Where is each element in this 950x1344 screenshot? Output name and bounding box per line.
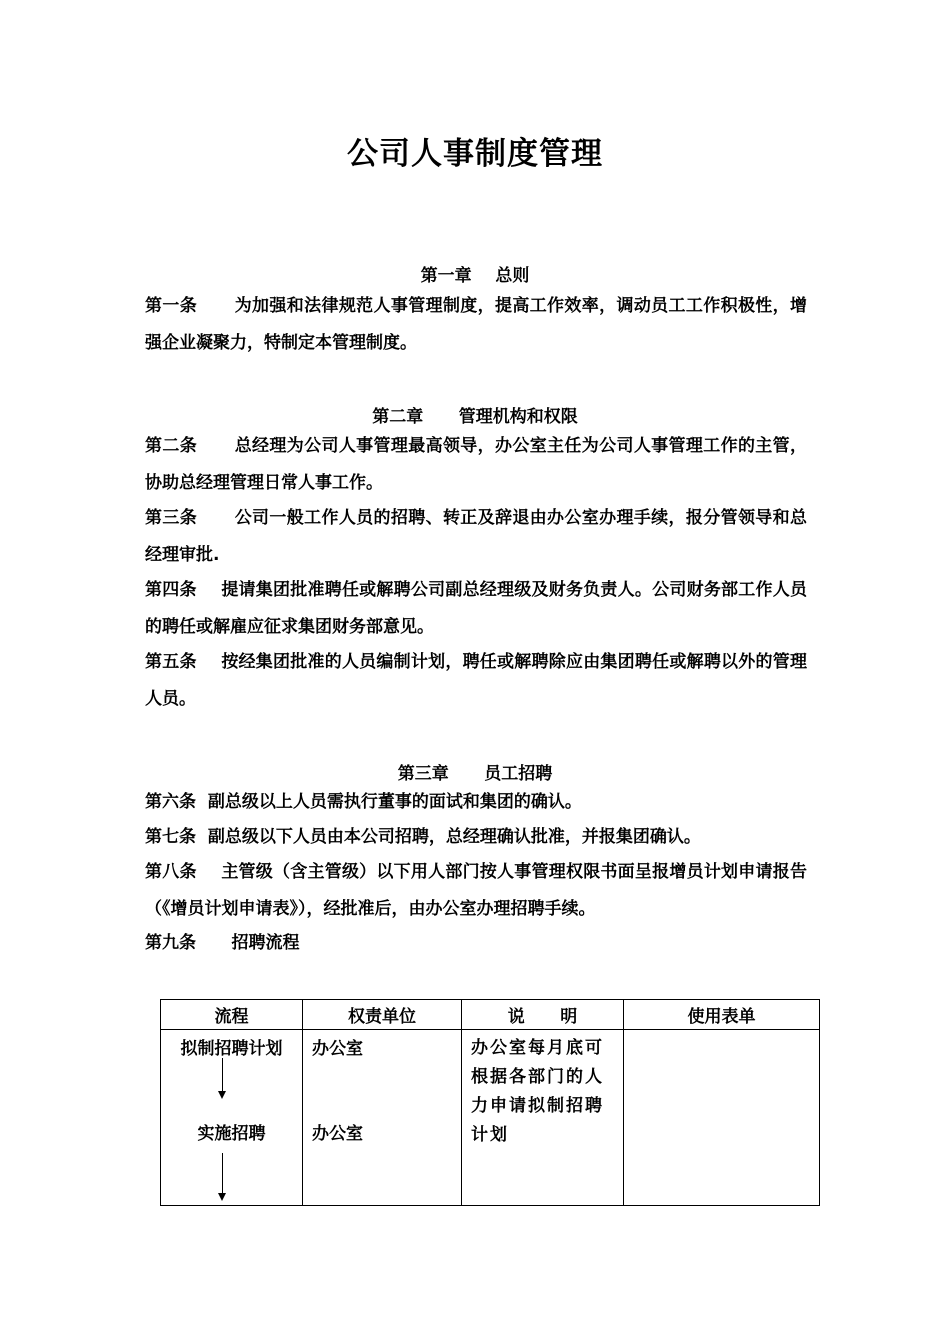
- article-text: 提请集团批准聘任或解聘公司副总经理级及财务负责人。公司财务部工作人员的聘任或解雇应征求集团财务部意见。: [145, 580, 807, 637]
- article-3: [145, 500, 807, 574]
- article-5: [145, 644, 807, 718]
- recruitment-flow-table: [160, 999, 820, 1206]
- article-text: 按经集团批准的人员编制计划，聘任或解聘除应由集团聘任或解聘以外的管理人员。: [145, 652, 807, 709]
- article-4: [145, 572, 807, 646]
- unit-name: 办公室: [312, 1039, 363, 1059]
- unit-name: 办公室: [312, 1124, 363, 1144]
- document-title: 公司人事制度管理: [347, 136, 603, 172]
- article-text: 公司一般工作人员的招聘、转正及辞退由办公室办理手续，报分管领导和总经理审批.: [145, 508, 808, 565]
- article-6: [145, 784, 807, 821]
- article-text: 为加强和法律规范人事管理制度，提高工作效率，调动员工工作积极性，增强企业凝聚力，特制定本管理制度。: [145, 296, 808, 353]
- table-header-row: [161, 1000, 820, 1030]
- article-text: 副总级以下人员由本公司招聘，总经理确认批准，并报集团确认。: [207, 827, 701, 847]
- article-label: 第一条: [145, 296, 198, 316]
- article-8: [145, 854, 807, 928]
- article-text: 招聘流程: [231, 933, 300, 953]
- article-text: 总经理为公司人事管理最高领导，办公室主任为公司人事管理工作的主管，协助总经理管理日常人事工作。: [145, 436, 808, 493]
- article-label: 第四条: [145, 580, 197, 600]
- chapter-heading: 第一章 总则: [420, 266, 530, 286]
- article-label: 第五条: [145, 652, 197, 672]
- article-label: 第二条: [145, 436, 198, 456]
- table-row: [161, 1030, 820, 1206]
- column-header: 使用表单: [624, 1000, 820, 1030]
- article-text: 主管级（含主管级）以下用人部门按人事管理权限书面呈报增员计划申请报告（《增员计划申请表》），经批准后，由办公室办理招聘手续。: [145, 862, 807, 919]
- article-label: 第六条: [145, 792, 196, 812]
- description-cell: 办公室每月底可根据各部门的人力申请拟制招聘计划: [462, 1030, 624, 1206]
- column-header: 说 明: [462, 1000, 624, 1030]
- article-9: [145, 925, 807, 962]
- flow-cell: [161, 1030, 303, 1206]
- article-7: [145, 819, 807, 856]
- article-2: [145, 428, 807, 502]
- unit-cell: [303, 1030, 462, 1206]
- chapter-heading: 第三章 员工招聘: [397, 764, 553, 784]
- article-text: 副总级以上人员需执行董事的面试和集团的确认。: [207, 792, 582, 812]
- flow-step: 实施招聘: [197, 1124, 266, 1144]
- article-1: [145, 288, 807, 362]
- chapter-heading: 第二章 管理机构和权限: [372, 407, 578, 427]
- flow-step: 拟制招聘计划: [180, 1039, 283, 1059]
- column-header: 权责单位: [303, 1000, 462, 1030]
- form-cell: [624, 1030, 820, 1206]
- article-label: 第三条: [145, 508, 198, 528]
- column-header: 流程: [161, 1000, 303, 1030]
- article-label: 第七条: [145, 827, 196, 847]
- article-label: 第九条: [145, 933, 196, 953]
- article-label: 第八条: [145, 862, 197, 882]
